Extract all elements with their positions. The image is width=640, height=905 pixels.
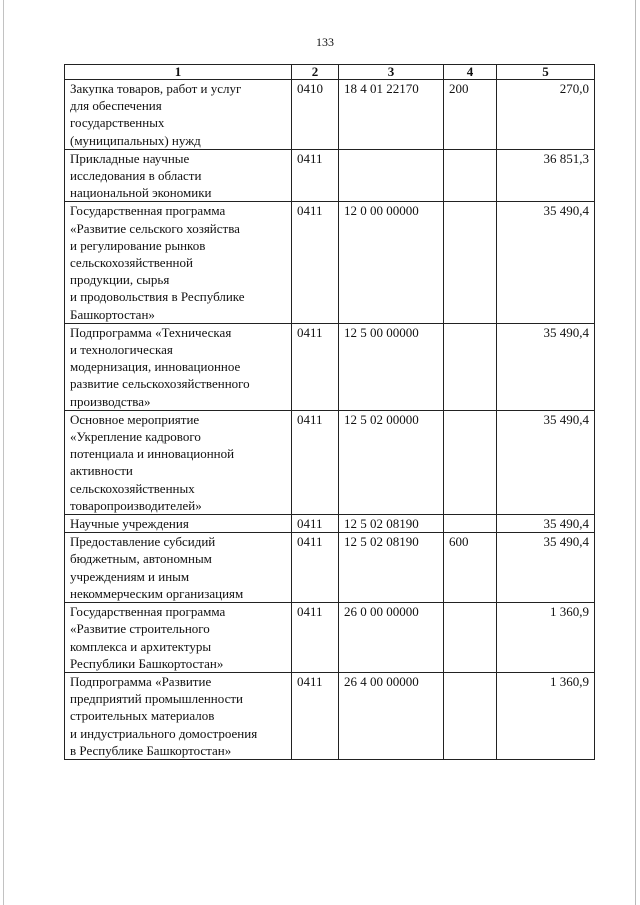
amount-cell: 35 490,4 — [497, 533, 595, 603]
scan-edge-left — [3, 0, 4, 905]
column-header: 2 — [292, 65, 339, 80]
target-code-cell: 26 0 00 00000 — [339, 603, 444, 673]
expense-type-cell: 200 — [444, 80, 497, 150]
expense-type-cell — [444, 149, 497, 202]
item-name-cell: Государственная программа «Развитие сельского хозяйства и регулирование рынков сельскохозяйственной продукции, сырья и продовольствия в Республике Башкортостан» — [65, 202, 292, 323]
scan-edge-right — [635, 0, 636, 905]
section-code-cell: 0411 — [292, 149, 339, 202]
column-header: 4 — [444, 65, 497, 80]
table-row — [65, 202, 595, 323]
table-row — [65, 603, 595, 673]
expense-type-cell — [444, 603, 497, 673]
amount-cell: 35 490,4 — [497, 515, 595, 533]
amount-cell: 270,0 — [497, 80, 595, 150]
column-header: 5 — [497, 65, 595, 80]
expense-type-cell: 600 — [444, 533, 497, 603]
item-name-cell: Прикладные научные исследования в области национальной экономики — [65, 149, 292, 202]
column-header: 3 — [339, 65, 444, 80]
target-code-cell: 18 4 01 22170 — [339, 80, 444, 150]
item-name-cell: Предоставление субсидий бюджетным, автономным учреждениям и иным некоммерческим организациям — [65, 533, 292, 603]
column-header: 1 — [65, 65, 292, 80]
page-number: 133 — [316, 35, 334, 49]
target-code-cell: 12 5 02 08190 — [339, 533, 444, 603]
item-name-cell: Подпрограмма «Развитие предприятий промышленности строительных материалов и индустриального домостроения в Республике Башкортостан» — [65, 672, 292, 759]
section-code-cell: 0411 — [292, 410, 339, 514]
amount-cell: 36 851,3 — [497, 149, 595, 202]
budget-table — [64, 64, 595, 760]
amount-cell: 1 360,9 — [497, 603, 595, 673]
target-code-cell: 26 4 00 00000 — [339, 672, 444, 759]
expense-type-cell — [444, 515, 497, 533]
amount-cell: 35 490,4 — [497, 323, 595, 410]
section-code-cell: 0411 — [292, 323, 339, 410]
target-code-cell: 12 5 00 00000 — [339, 323, 444, 410]
item-name-cell: Подпрограмма «Техническая и технологическая модернизация, инновационное развитие сельскохозяйственного производства» — [65, 323, 292, 410]
section-code-cell: 0411 — [292, 672, 339, 759]
amount-cell: 35 490,4 — [497, 202, 595, 323]
table-row — [65, 672, 595, 759]
table-row — [65, 515, 595, 533]
section-code-cell: 0411 — [292, 202, 339, 323]
item-name-cell: Государственная программа «Развитие строительного комплекса и архитектуры Республики Башкортостан» — [65, 603, 292, 673]
item-name-cell: Закупка товаров, работ и услуг для обеспечения государственных (муниципальных) нужд — [65, 80, 292, 150]
table-row — [65, 80, 595, 150]
section-code-cell: 0410 — [292, 80, 339, 150]
table-header-row — [65, 65, 595, 80]
target-code-cell: 12 5 02 08190 — [339, 515, 444, 533]
expense-type-cell — [444, 323, 497, 410]
item-name-cell: Научные учреждения — [65, 515, 292, 533]
expense-type-cell — [444, 672, 497, 759]
section-code-cell: 0411 — [292, 515, 339, 533]
target-code-cell — [339, 149, 444, 202]
section-code-cell: 0411 — [292, 533, 339, 603]
section-code-cell: 0411 — [292, 603, 339, 673]
amount-cell: 1 360,9 — [497, 672, 595, 759]
table-row — [65, 323, 595, 410]
amount-cell: 35 490,4 — [497, 410, 595, 514]
table-row — [65, 410, 595, 514]
target-code-cell: 12 5 02 00000 — [339, 410, 444, 514]
target-code-cell: 12 0 00 00000 — [339, 202, 444, 323]
expense-type-cell — [444, 410, 497, 514]
item-name-cell: Основное мероприятие «Укрепление кадрового потенциала и инновационной активности сельскохозяйственных товаропроизводителей» — [65, 410, 292, 514]
table-row — [65, 533, 595, 603]
expense-type-cell — [444, 202, 497, 323]
table-row — [65, 149, 595, 202]
